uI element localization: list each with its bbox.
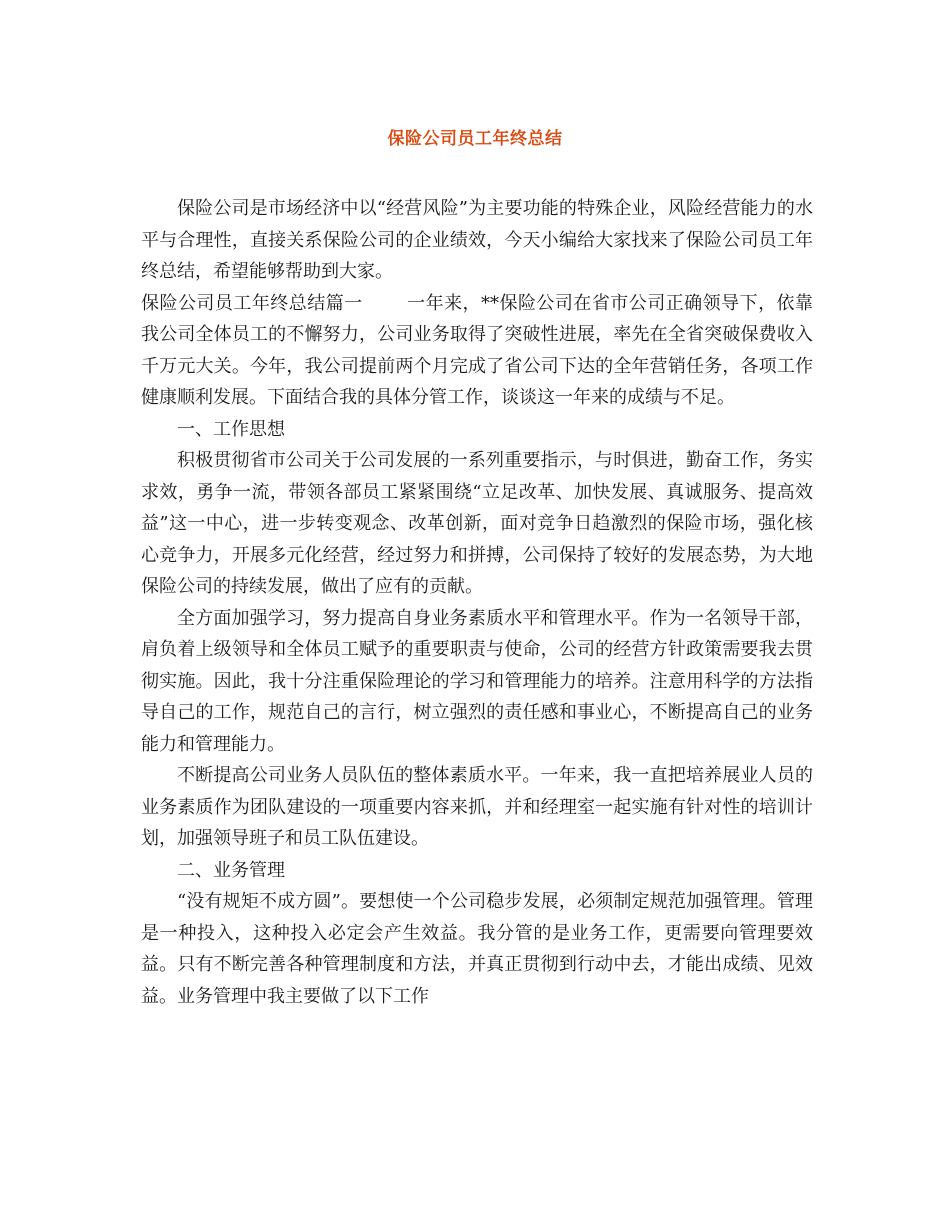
paragraph-business-management: “没有规矩不成方圆”。要想使一个公司稳步发展，必须制定规范加强管理。管理是一种投入，这种投入必定会产生效益。我分管的是业务工作，更需要向管理要效益。只有不断完善各种管理制度和方法，并真正贯彻到行动中去，才能出成绩、见效益。业务管理中我主要做了以下工作 — [141, 891, 813, 1007]
part-one-label: 保险公司员工年终总结篇一 — [141, 292, 363, 314]
document-body — [141, 193, 813, 1012]
part-one-paragraph — [141, 288, 813, 414]
paragraph-work-thinking: 积极贯彻省市公司关于公司发展的一系列重要指示，与时俱进，勤奋工作，务实求效，勇争一流，带领各部员工紧紧围绕“立足改革、加快发展、真诚服务、提高效益”这一中心，进一步转变观念、改革创新，面对竞争日趋激烈的保险市场，强化核心竞争力，开展多元化经营，经过努力和拼搏，公司保持了较好的发展态势，为大地保险公司的持续发展，做出了应有的贡献。 — [141, 450, 813, 597]
paragraph-study: 全方面加强学习，努力提高自身业务素质水平和管理水平。作为一名领导干部，肩负着上级领导和全体员工赋予的重要职责与使命，公司的经营方针政策需要我去贯彻实施。因此，我十分注重保险理论的学习和管理能力的培养。注意用科学的方法指导自己的工作，规范自己的言行，树立强烈的责任感和事业心，不断提高自己的业务能力和管理能力。 — [141, 607, 813, 755]
section-heading-business-management: 二、业务管理 — [177, 859, 285, 881]
intro-paragraph: 保险公司是市场经济中以“经营风险”为主要功能的特殊企业，风险经营能力的水平与合理性，直接关系保险公司的企业绩效，今天小编给大家找来了保险公司员工年终总结，希望能够帮助到大家。 — [141, 198, 813, 282]
paragraph-team-quality: 不断提高公司业务人员队伍的整体素质水平。一年来，我一直把培养展业人员的业务素质作为团队建设的一项重要内容来抓，并和经理室一起实施有针对性的培训计划，加强领导班子和员工队伍建设。 — [141, 765, 813, 849]
section-heading-work-thinking: 一、工作思想 — [177, 418, 285, 440]
part-one-opening: 一年来，**保险公司在省市公司正确领导下，依靠我公司全体员工的不懈努力，公司业务取得了突破性进展，率先在全省突破保费收入千万元大关。今年，我公司提前两个月完成了省公司下达的全年营销任务，各项工作健康顺利发展。下面结合我的具体分管工作，谈谈这一年来的成绩与不足。 — [141, 292, 814, 408]
document-title: 保险公司员工年终总结 — [387, 129, 563, 149]
